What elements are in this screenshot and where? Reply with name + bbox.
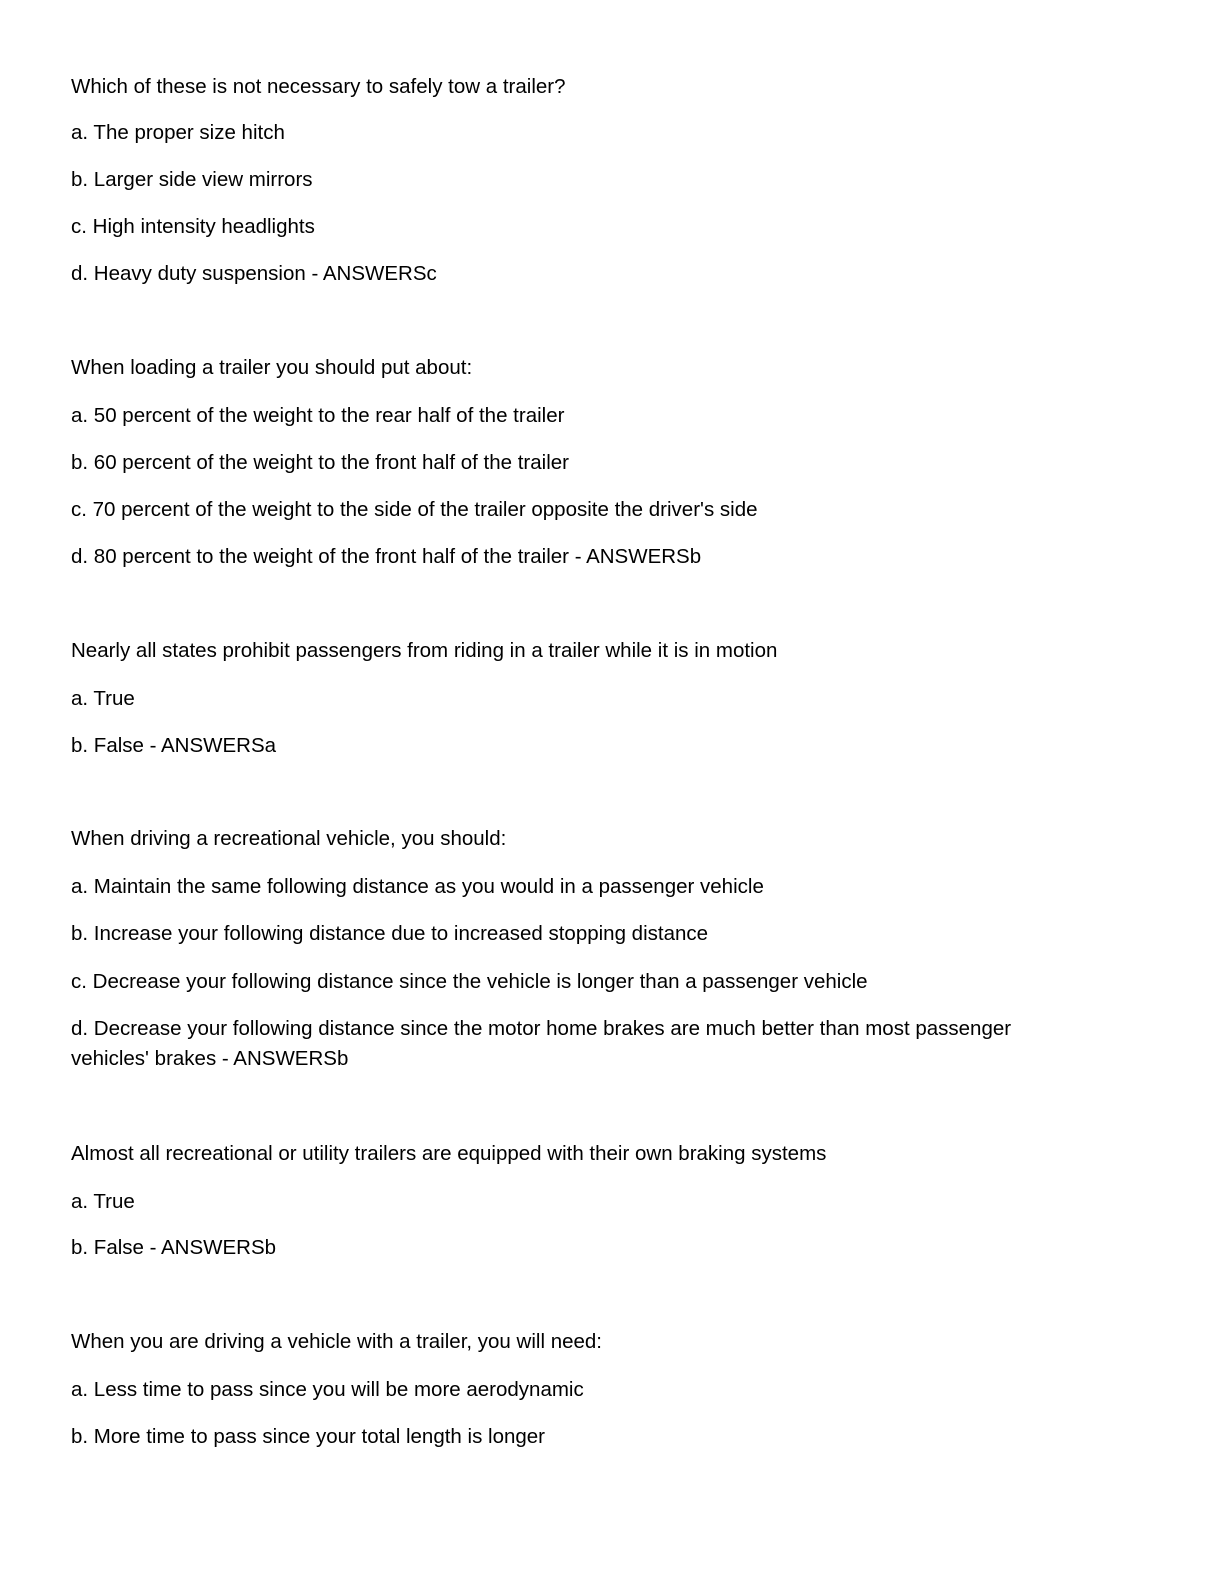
question-2-option-d: d. 80 percent to the weight of the front half of the trailer - ANSWERSb	[71, 545, 702, 568]
question-6-option-a: a. Less time to pass since you will be more aerodynamic	[71, 1378, 584, 1401]
question-1-option-c: c. High intensity headlights	[71, 215, 315, 238]
question-3-prompt: Nearly all states prohibit passengers from riding in a trailer while it is in motion	[71, 639, 778, 662]
question-1-prompt: Which of these is not necessary to safely tow a trailer?	[71, 75, 566, 98]
question-4-option-b: b. Increase your following distance due to increased stopping distance	[71, 922, 709, 945]
question-5-option-b: b. False - ANSWERSb	[71, 1236, 277, 1259]
question-4-option-c: c. Decrease your following distance since the vehicle is longer than a passenger vehicle	[71, 970, 868, 993]
question-6-prompt: When you are driving a vehicle with a trailer, you will need:	[71, 1330, 602, 1353]
question-5-option-a: a. True	[71, 1190, 135, 1213]
question-1-option-d: d. Heavy duty suspension - ANSWERSc	[71, 262, 437, 285]
question-3-option-b: b. False - ANSWERSa	[71, 734, 277, 757]
question-1-option-b: b. Larger side view mirrors	[71, 168, 313, 191]
question-2-prompt: When loading a trailer you should put about:	[71, 356, 473, 379]
question-2-option-c: c. 70 percent of the weight to the side of the trailer opposite the driver's side	[71, 498, 758, 521]
question-2-option-b: b. 60 percent of the weight to the front half of the trailer	[71, 451, 569, 474]
question-4-prompt: When driving a recreational vehicle, you should:	[71, 827, 507, 850]
question-3-option-a: a. True	[71, 687, 135, 710]
question-6-option-b: b. More time to pass since your total length is longer	[71, 1425, 546, 1448]
question-4-option-a: a. Maintain the same following distance as you would in a passenger vehicle	[71, 875, 764, 898]
question-1-option-a: a. The proper size hitch	[71, 121, 285, 144]
question-5-prompt: Almost all recreational or utility trailers are equipped with their own braking systems	[71, 1142, 827, 1165]
question-2-option-a: a. 50 percent of the weight to the rear half of the trailer	[71, 404, 565, 427]
question-4-option-d: d. Decrease your following distance since the motor home brakes are much better than most passenger vehicles' brakes - ANSWERSb	[71, 1017, 1012, 1070]
